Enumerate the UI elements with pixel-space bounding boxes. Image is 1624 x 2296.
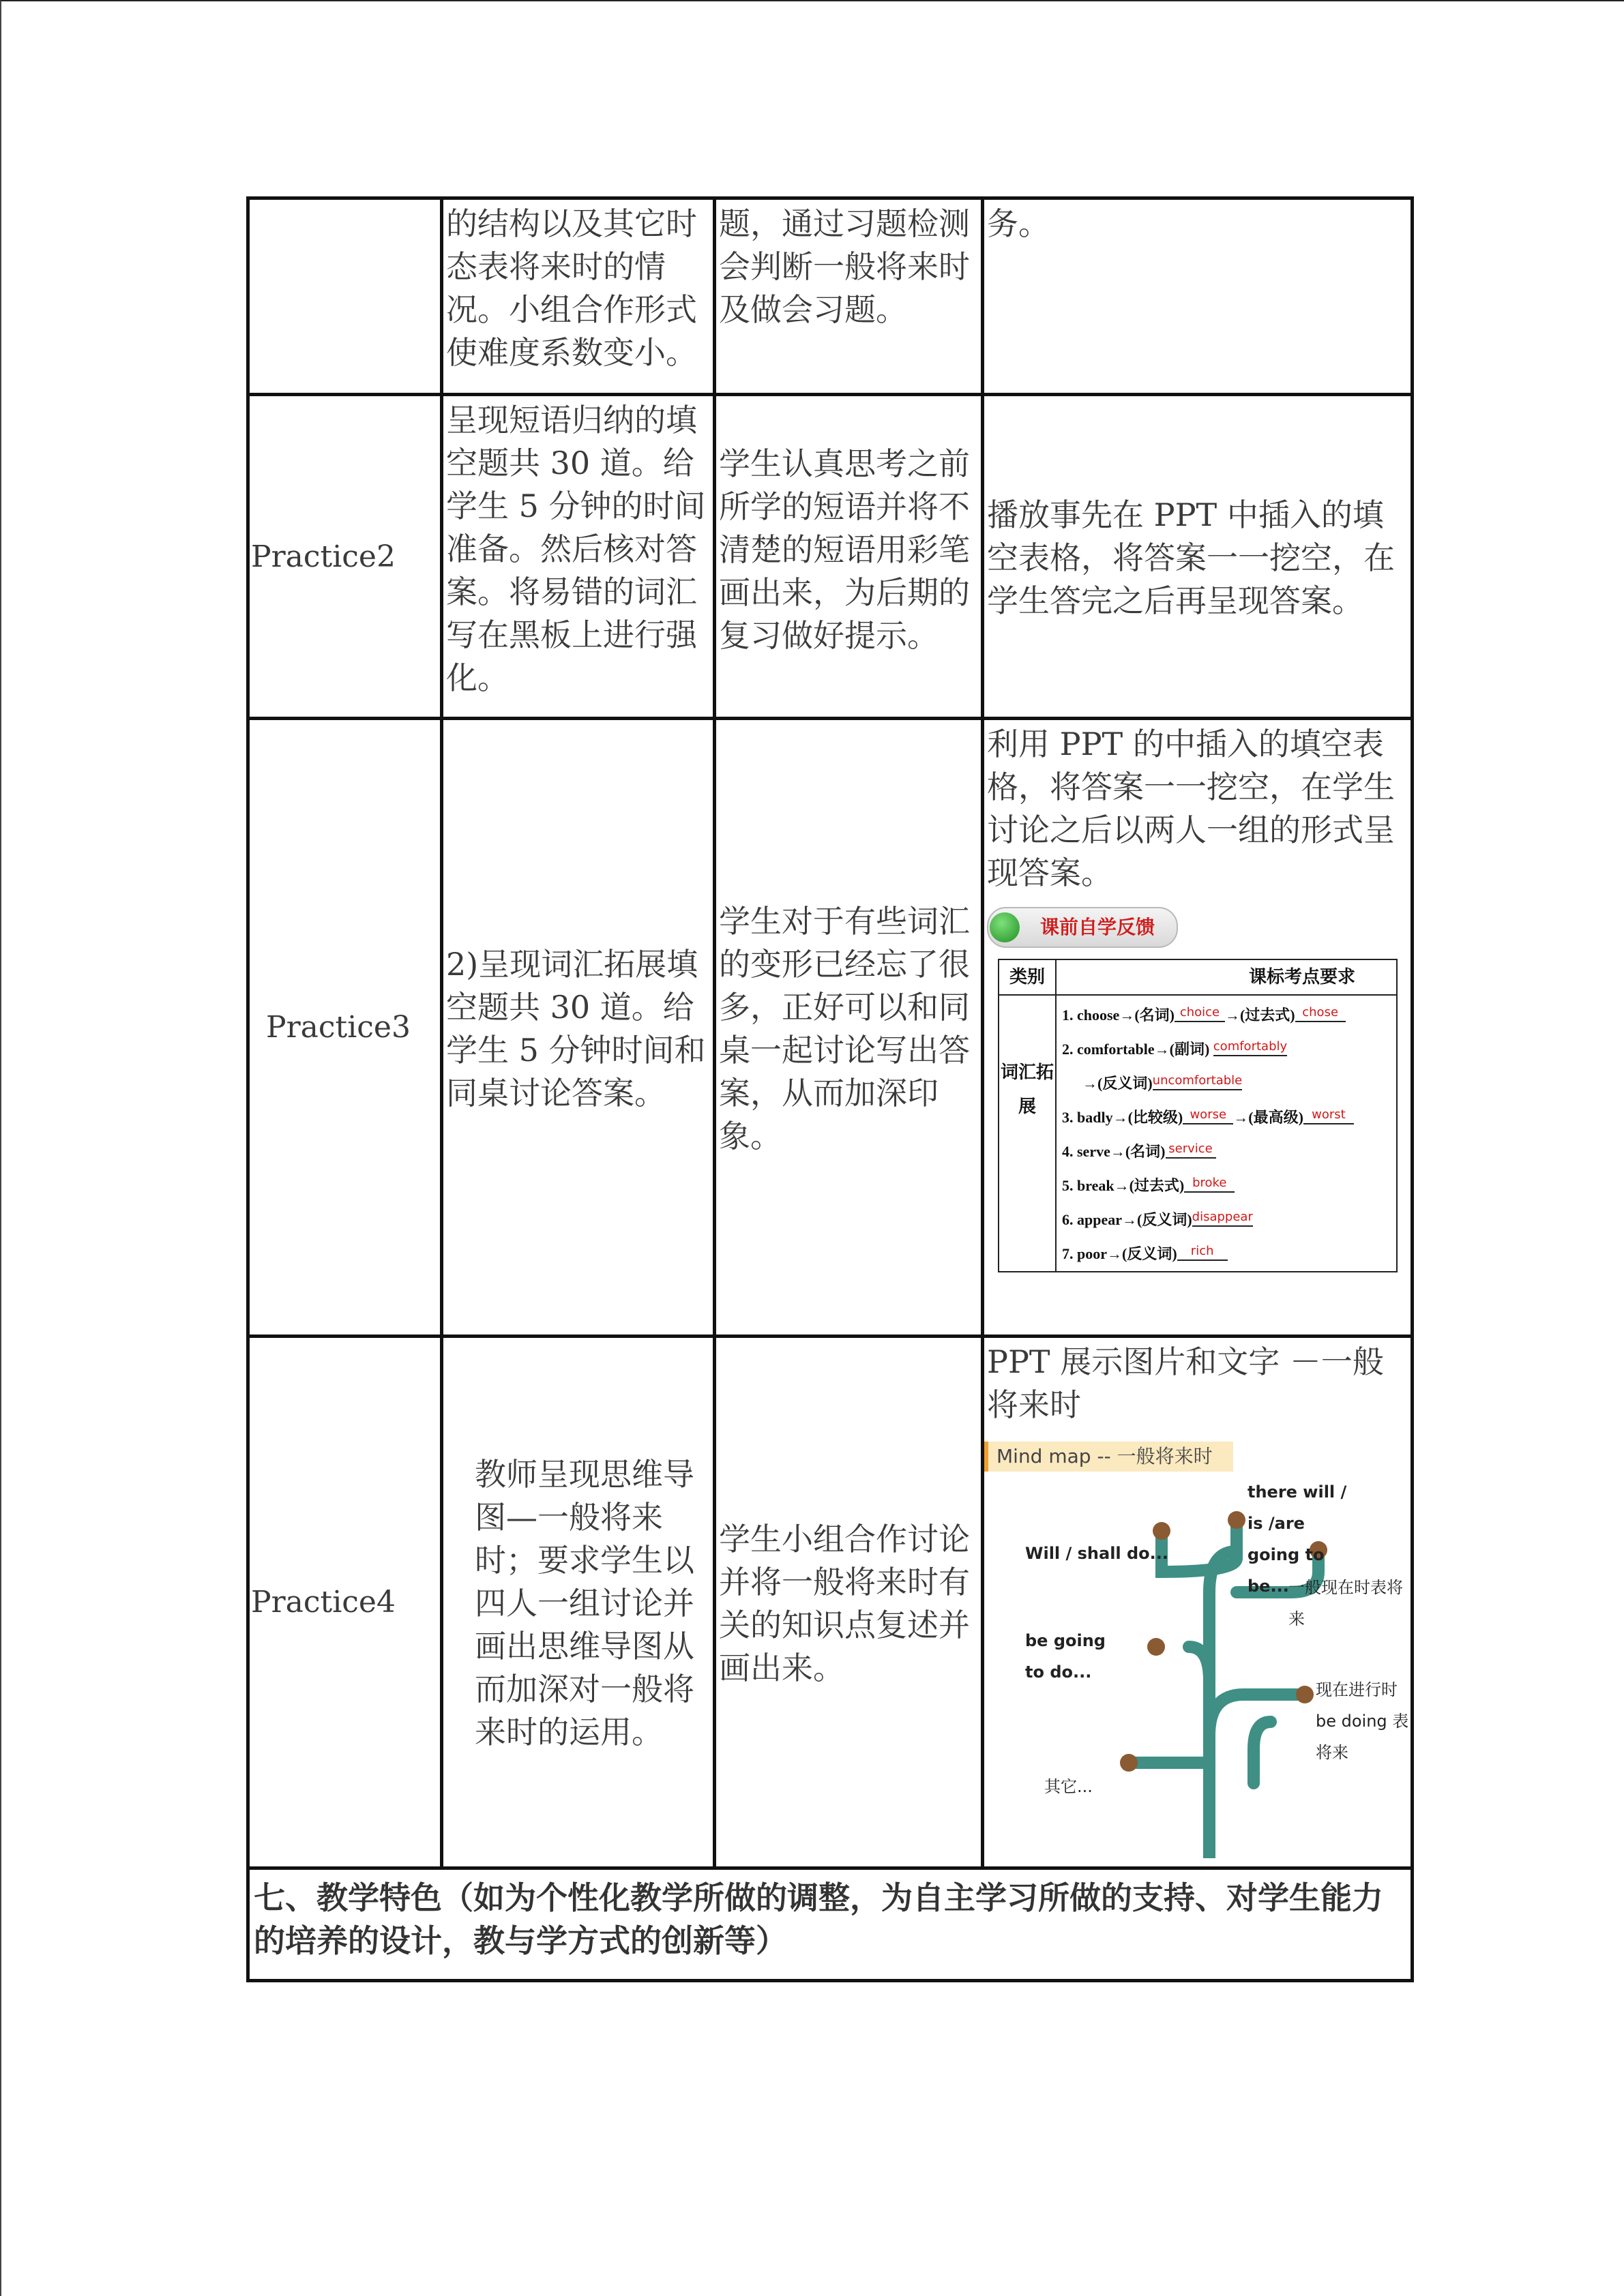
vocab-row xyxy=(1062,1101,1393,1135)
media-cell xyxy=(983,395,1413,719)
teaching-features-heading: 七、教学特色（如为个性化教学所做的调整，为自主学习所做的支持、对学生能力的培养的设计，教与学方式的创新等） xyxy=(248,1868,1413,1981)
teacher-activity-text: 的结构以及其它时态表将来时的情况。小组合作形式使难度系数变小。 xyxy=(446,205,697,371)
teacher-activity-text: 2)呈现词汇拓展填空题共 30 道。给学生 5 分钟时间和同桌讨论答案。 xyxy=(446,945,706,1112)
mindmap-node xyxy=(1296,1686,1314,1703)
media-text: PPT 展示图片和文字 －一般将来时 xyxy=(987,1343,1384,1423)
media-cell xyxy=(983,198,1413,395)
mindmap-label-progressive: 现在进行时 be doing 表将来 xyxy=(1316,1680,1409,1762)
vocab-row xyxy=(1062,1237,1393,1271)
mindmap-label-present: 一般现在时表将来 xyxy=(1288,1578,1403,1628)
vocab-header xyxy=(999,960,1396,996)
mindmap-title: Mind map -- 一般将来时 xyxy=(984,1442,1233,1472)
stage-cell xyxy=(248,198,442,395)
teacher-activity-cell xyxy=(442,1337,715,1868)
vocab-prompt: 5. break→(过去式) xyxy=(1062,1177,1185,1194)
stage-cell xyxy=(248,395,442,719)
vocab-prompt: →(过去式) xyxy=(1224,1007,1295,1024)
vocab-header-category: 类别 xyxy=(999,960,1057,994)
media-cell xyxy=(983,719,1413,1337)
vocab-row xyxy=(1062,1067,1393,1101)
media-text: 利用 PPT 的中插入的填空表格，将答案一一挖空，在学生讨论之后以两人一组的形式呈现答案。 xyxy=(987,726,1395,891)
vocab-answer: worst xyxy=(1303,1107,1354,1124)
table-row xyxy=(248,395,1413,719)
table-row xyxy=(248,1337,1413,1868)
teacher-activity-text: 教师呈现思维导图—一般将来时；要求学生以四人一组讨论并画出思维导图从而加深对一般将来时的运用。 xyxy=(475,1456,694,1750)
teacher-activity-cell xyxy=(442,395,715,719)
self-study-feedback-label: 课前自学反馈 xyxy=(1040,916,1155,938)
vocab-row xyxy=(1062,1169,1393,1203)
vocab-prompt: 4. serve→(名词) xyxy=(1062,1143,1166,1160)
vocab-answer: choice xyxy=(1175,1004,1225,1022)
stage-cell xyxy=(248,1337,442,1868)
stage-label: Practice3 xyxy=(266,1010,411,1045)
mindmap-branch xyxy=(1254,1722,1271,1783)
mindmap-node xyxy=(1228,1511,1245,1529)
student-activity-text: 学生对于有些词汇的变形已经忘了很多，正好可以和同桌一起讨论写出答案，从而加深印象。 xyxy=(719,902,970,1154)
vocab-slide xyxy=(984,907,1411,1289)
stage-label: Practice2 xyxy=(251,539,396,574)
teacher-activity-cell xyxy=(442,198,715,395)
footer-row xyxy=(248,1868,1413,1981)
mindmap-label-there-be: there will / is /are going to be... xyxy=(1247,1482,1347,1596)
mindmap-label-others: 其它... xyxy=(1044,1777,1093,1796)
self-study-feedback-button xyxy=(987,907,1178,948)
vocab-prompt: 7. poor→(反义词) xyxy=(1062,1245,1177,1262)
table-row xyxy=(248,198,1413,395)
vocab-prompt: →(最高级) xyxy=(1233,1109,1303,1126)
teacher-activity-cell xyxy=(442,719,715,1337)
student-activity-cell xyxy=(715,198,983,395)
student-activity-cell xyxy=(715,719,983,1337)
vocab-answer: comfortably xyxy=(1213,1039,1287,1056)
vocab-row xyxy=(1062,1203,1393,1237)
mindmap xyxy=(984,1476,1411,1858)
stage-cell xyxy=(248,719,442,1337)
teacher-activity-text: 呈现短语归纳的填空题共 30 道。给学生 5 分钟的时间准备。然后核对答案。将易错的词汇写在黑板上进行强化。 xyxy=(446,402,706,696)
vocab-answer: worse xyxy=(1183,1107,1233,1124)
vocab-row xyxy=(1062,1032,1393,1067)
vocab-answer: service xyxy=(1166,1141,1216,1159)
student-activity-text: 题，通过习题检测会判断一般将来时及做会习题。 xyxy=(719,205,970,328)
vocab-header-requirements: 课标考点要求 xyxy=(1248,967,1355,987)
lesson-plan-table xyxy=(246,196,1414,1982)
mindmap-node xyxy=(1120,1754,1138,1772)
vocab-answer: uncomfortable xyxy=(1153,1073,1243,1090)
vocab-table xyxy=(998,959,1398,1272)
student-activity-text: 学生认真思考之前所学的短语并将不清楚的短语用彩笔画出来，为后期的复习做好提示。 xyxy=(719,445,970,654)
vocab-answer: broke xyxy=(1184,1175,1235,1193)
student-activity-text: 学生小组合作讨论并将一般将来时有关的知识点复述并画出来。 xyxy=(719,1520,970,1686)
vocab-answer: rich xyxy=(1177,1243,1228,1261)
vocab-prompt: 3. badly→(比较级) xyxy=(1062,1109,1183,1126)
media-cell xyxy=(983,1337,1413,1868)
vocab-items xyxy=(1062,998,1393,1271)
mindmap-branch xyxy=(1189,1647,1209,1681)
mindmap-node xyxy=(1147,1638,1165,1656)
vocab-row xyxy=(1062,998,1393,1032)
stage-label: Practice4 xyxy=(251,1585,396,1620)
media-text: 播放事先在 PPT 中插入的填空表格，将答案一一挖空，在学生答完之后再呈现答案。 xyxy=(987,496,1395,619)
student-activity-cell xyxy=(715,1337,983,1868)
vocab-prompt: 2. comfortable→(副词) xyxy=(1062,1041,1213,1058)
media-text: 务。 xyxy=(987,205,1050,242)
vocab-answer: disappear xyxy=(1192,1209,1253,1227)
vocab-prompt: 1. choose→(名词) xyxy=(1062,1007,1175,1024)
table-row xyxy=(248,719,1413,1337)
vocab-prompt: 6. appear→(反义词) xyxy=(1062,1211,1192,1228)
vocab-row xyxy=(1062,1135,1393,1169)
vocab-prompt: →(反义词) xyxy=(1082,1075,1153,1092)
green-dot-icon xyxy=(990,912,1020,942)
mindmap-label-will-shall: Will / shall do... xyxy=(1025,1544,1169,1563)
vocab-divider xyxy=(1055,994,1057,1271)
vocab-answer: chose xyxy=(1295,1004,1346,1022)
mindmap-label-be-going: be going to do... xyxy=(1025,1631,1106,1682)
student-activity-cell xyxy=(715,395,983,719)
vocab-category: 词汇拓展 xyxy=(1000,1062,1054,1117)
